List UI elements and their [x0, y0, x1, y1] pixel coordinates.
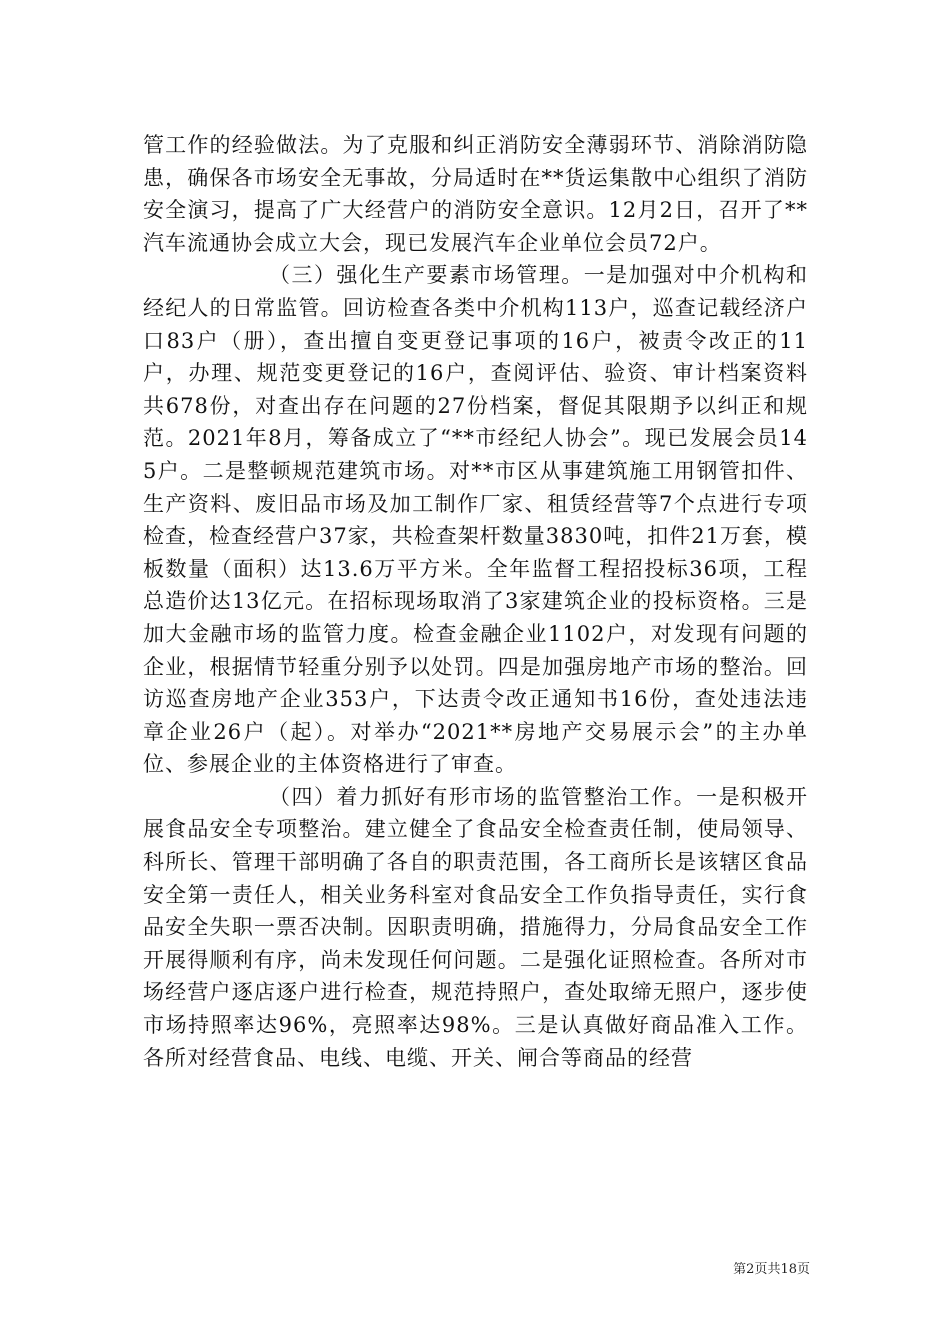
paragraph-production-factor-market: （三）强化生产要素市场管理。一是加强对中介机构和经纪人的日常监管。回访检查各类中介机构113户，巡查记载经济户口83户（册），查出擅自变更登记事项的16户，被责令改正的11户，办理、规范变更登记的16户，查阅评估、验资、审计档案资料共678份，对查出存在问题的27份档案，督促其限期予以纠正和规范。2021年8月，筹备成立了“**市经纪人协会”。现已发展会员145户。二是整顿规范建筑市场。对**市区从事建筑施工用钢管扣件、生产资料、废旧品市场及加工制作厂家、租赁经营等7个点进行专项检查，检查经营户37家，共检查架杆数量3830吨，扣件21万套，模板数量（面积）达13.6万平方米。全年监督工程招投标36项，工程总造价达13亿元。在招标现场取消了3家建筑企业的投标资格。三是加大金融市场的监管力度。检查金融企业1102户，对发现有问题的企业，根据情节轻重分别予以处罚。四是加强房地产市场的整治。回访巡查房地产企业353户，下达责令改正通知书16份，查处违法违章企业26户（起）。对举办“2021**房地产交易展示会”的主办单位、参展企业的主体资格进行了审查。 — [143, 263, 808, 777]
paragraph-continuation: 管工作的经验做法。为了克服和纠正消防安全薄弱环节、消除消防隐患，确保各市场安全无事故，分局适时在**货运集散中心组织了消防安全演习，提高了广大经营户的消防安全意识。12月2日，召开了**汽车流通协会成立大会，现已发展汽车企业单位会员72户。 — [143, 133, 808, 255]
document-body — [143, 129, 808, 1074]
paragraph-tangible-market: （四）着力抓好有形市场的监管整治工作。一是积极开展食品安全专项整治。建立健全了食品安全检查责任制，使局领导、科所长、管理干部明确了各自的职责范围，各工商所长是该辖区食品安全第一责任人，相关业务科室对食品安全工作负指导责任，实行食品安全失职一票否决制。因职责明确，措施得力，分局食品安全工作开展得顺利有序，尚未发现任何问题。二是强化证照检查。各所对市场经营户逐店逐户进行检查，规范持照户，查处取缔无照户，逐步使市场持照率达96%，亮照率达98%。三是认真做好商品准入工作。各所对经营食品、电线、电缆、开关、闸合等商品的经营 — [143, 784, 808, 1070]
page-number: 第2页共18页 — [733, 1262, 810, 1277]
